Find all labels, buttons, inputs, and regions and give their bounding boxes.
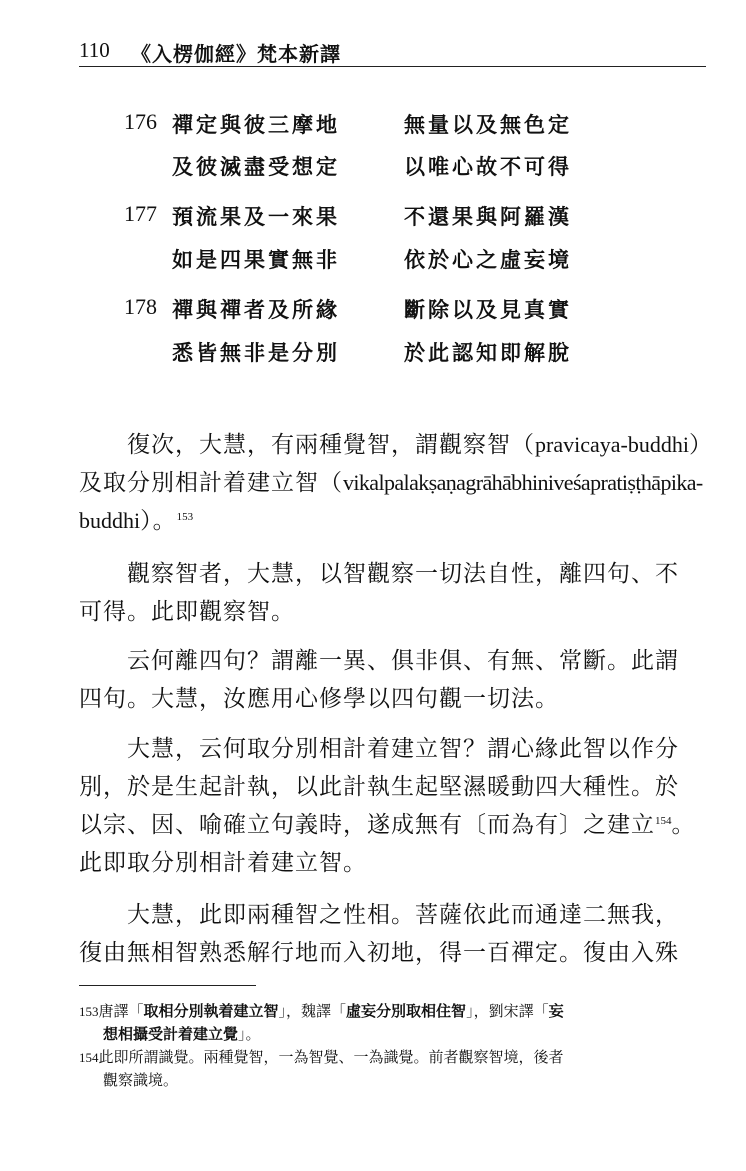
footnote-ref[interactable]: 153 [176,511,194,523]
paragraph-line: 大慧，云何取分別相計着建立智？謂心緣此智以作分 [79,736,679,762]
text-run: 」，劉宋譯「 [466,1002,549,1020]
paragraph-line [79,465,703,501]
paragraph-line [79,807,696,843]
verse-right: 斷除以及見真實 [404,297,572,322]
sanskrit-term: pravicaya-buddhi [535,432,689,457]
sanskrit-term: buddhi [79,508,141,533]
text-run: 」，魏譯「 [278,1002,347,1020]
text-run: 。 [671,812,696,838]
verse-number: 176 [124,109,157,134]
footnote-ref[interactable]: 154 [655,815,672,827]
text-run: 虛妄分別取相住智 [346,1002,467,1020]
footnote-number: 153 [79,1004,99,1019]
text-run: ）。 [140,508,177,534]
paragraph-line: 云何離四句？謂離一異、俱非俱、有無、常斷。此謂 [79,648,679,674]
verse-left: 及彼滅盡受想定 [172,154,340,179]
paragraph-line [79,503,193,539]
paragraph-line [79,427,713,463]
paragraph-line: 觀察智者，大慧，以智觀察一切法自性，離四句、不 [79,561,679,587]
text-run: 及取分別相計着建立智（ [79,470,343,496]
footnote [79,1046,706,1091]
paragraph-line: 可得。此即觀察智。 [79,599,295,625]
verse-number: 178 [124,294,157,319]
sanskrit-term: vikalpalakṣaṇagrāhābhiniveśapratiṣṭhāpika- [343,470,703,495]
verse-left: 禪定與彼三摩地 [172,112,340,137]
verse-left: 悉皆無非是分別 [172,340,340,365]
verse-left: 預流果及一來果 [172,204,340,229]
verse-right: 於此認知即解脫 [404,340,572,365]
text-run: ） [688,432,713,458]
page-header [79,34,706,67]
footnote-line [79,1000,706,1023]
text-run: 」。 [238,1025,261,1043]
running-title: 《入楞伽經》梵本新譯 [131,42,341,66]
verse-number: 177 [124,201,157,226]
page-number: 110 [79,38,110,62]
text-run: 妄 [548,1002,564,1020]
text-run: 取相分別執着建立智 [143,1002,279,1020]
paragraph-line: 此即取分別相計着建立智。 [79,850,367,876]
paragraph-line: 復由無相智熟悉解行地而入初地，得一百禪定。復由入殊 [79,940,679,966]
text-run: 想相攝受計着建立覺 [103,1025,239,1043]
verse-right: 依於心之虛妄境 [404,247,572,272]
verse-right: 不還果與阿羅漢 [404,204,572,229]
verse-right: 無量以及無色定 [404,112,572,137]
paragraph-line: 大慧，此即兩種智之性相。菩薩依此而通達二無我， [79,902,679,928]
verse-left: 禪與禪者及所緣 [172,297,340,322]
text-run: 復次，大慧，有兩種覺智，謂觀察智（ [79,432,535,458]
paragraph-line: 四句。大慧，汝應用心修學以四句觀一切法。 [79,686,559,712]
footnote-line [79,1023,706,1045]
text-run: 唐譯「 [98,1002,144,1020]
verse-right: 以唯心故不可得 [404,154,572,179]
paragraph-line: 別，於是生起計執，以此計執生起堅濕暖動四大種性。於 [79,774,679,800]
footnote-line [79,1069,706,1091]
text-run: 以宗、因、喻確立句義時，遂成無有〔而為有〕之建立 [79,812,655,838]
text-run: 此即所謂識覺。兩種覺智，一為智覺、一為識覺。前者觀察智境，後者 [98,1048,564,1066]
footnote-number: 154 [79,1050,99,1065]
text-run: 觀察識境。 [103,1071,179,1089]
verse-left: 如是四果實無非 [172,247,340,272]
footnote-line [79,1046,706,1069]
footnote-divider [79,985,256,986]
footnote [79,1000,706,1045]
